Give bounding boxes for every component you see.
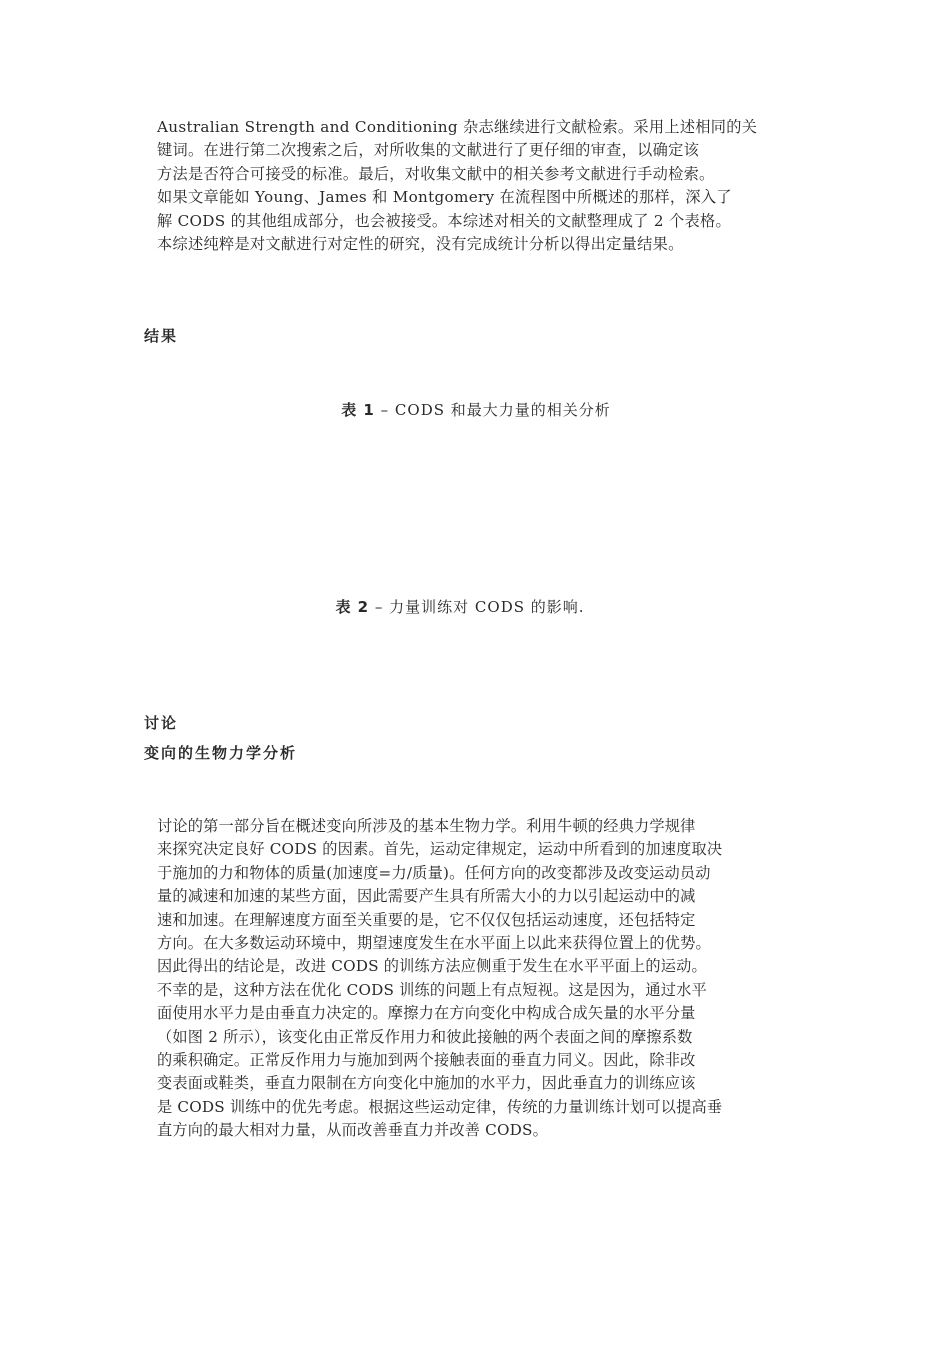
discussion-line: 不幸的是，这种方法在优化 CODS 训练的问题上有点短视。这是因为，通过水平 [157, 980, 707, 999]
intro-paragraph [157, 116, 797, 256]
table2-caption-text: – 力量训练对 CODS 的影响. [374, 598, 585, 616]
biomechanics-subheading: 变向的生物力学分析 [144, 744, 298, 762]
discussion-paragraph [157, 815, 797, 1143]
discussion-line: 的乘积确定。正常反作用力与施加到两个接触表面的垂直力同义。因此，除非改 [157, 1051, 696, 1070]
discussion-line: 速和加速。在理解速度方面至关重要的是，它不仅仅包括运动速度，还包括特定 [157, 910, 696, 929]
discussion-heading: 讨论 [144, 714, 179, 732]
table1-label: 表 1 [341, 401, 375, 419]
discussion-line: 来探究决定良好 CODS 的因素。首先，运动定律规定，运动中所看到的加速度取决 [157, 840, 723, 859]
intro-line: 方法是否符合可接受的标准。最后，对收集文献中的相关参考文献进行手动检索。 [157, 164, 715, 183]
discussion-line: 方向。在大多数运动环境中，期望速度发生在水平面上以此来获得位置上的优势。 [157, 934, 711, 953]
discussion-line: 于施加的力和物体的质量(加速度=力/质量)。任何方向的改变都涉及改变运动员动 [157, 863, 711, 882]
intro-line: 解 CODS 的其他组成部分，也会被接受。本综述对相关的文献整理成了 2 个表格。 [157, 211, 731, 230]
intro-line: 如果文章能如 Young、James 和 Montgomery 在流程图中所概述的那样，深入了 [157, 188, 732, 207]
discussion-line: 量的减速和加速的某些方面，因此需要产生具有所需大小的力以引起运动中的减 [157, 887, 696, 906]
discussion-line: 面使用水平力是由垂直力决定的。摩擦力在方向变化中构成合成矢量的水平分量 [157, 1004, 696, 1023]
intro-line: 键词。在进行第二次搜索之后，对所收集的文献进行了更仔细的审查，以确定该 [157, 141, 700, 160]
intro-line: Australian Strength and Conditioning 杂志继续进行文献检索。采用上述相同的关 [157, 118, 758, 136]
results-heading: 结果 [144, 327, 179, 345]
discussion-line: （如图 2 所示），该变化由正常反作用力和彼此接触的两个表面之间的摩擦系数 [157, 1027, 693, 1046]
table1-caption-text: – CODS 和最大力量的相关分析 [380, 401, 611, 419]
discussion-line: 是 CODS 训练中的优先考虑。根据这些运动定律，传统的力量训练计划可以提高垂 [157, 1097, 723, 1116]
discussion-line: 直方向的最大相对力量，从而改善垂直力并改善 CODS。 [157, 1121, 549, 1140]
table2-caption [0, 596, 936, 617]
table1-caption [0, 399, 952, 420]
discussion-line: 讨论的第一部分旨在概述变向所涉及的基本生物力学。利用牛顿的经典力学规律 [157, 817, 696, 835]
intro-line: 本综述纯粹是对文献进行对定性的研究，没有完成统计分析以得出定量结果。 [157, 235, 684, 254]
table2-label: 表 2 [335, 598, 370, 616]
discussion-line: 变表面或鞋类，垂直力限制在方向变化中施加的水平力，因此垂直力的训练应该 [157, 1074, 696, 1093]
discussion-line: 因此得出的结论是，改进 CODS 的训练方法应侧重于发生在水平平面上的运动。 [157, 957, 707, 976]
